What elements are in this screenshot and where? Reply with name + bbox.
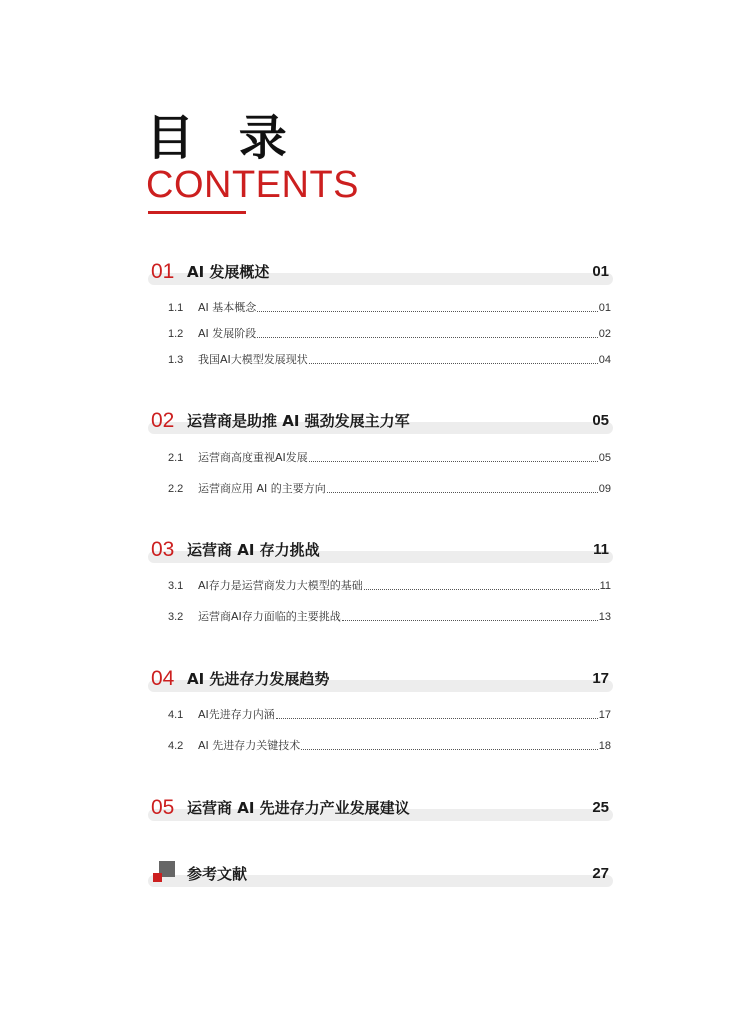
item-number: 2.1 (168, 452, 184, 464)
item-page: 04 (598, 354, 611, 366)
section-page: 11 (593, 541, 609, 558)
section-number: 01 (151, 260, 175, 283)
section-title: AI 先进存力发展趋势 (187, 670, 330, 688)
toc-section-03[interactable] (148, 536, 613, 566)
item-page: 01 (598, 302, 611, 314)
item-page: 11 (599, 580, 611, 592)
section-page: 01 (592, 263, 609, 280)
toc-item-1-2[interactable] (168, 325, 611, 343)
section-title: 运营商是助推 AI 强劲发展主力军 (187, 412, 410, 430)
item-number: 4.2 (168, 740, 184, 752)
item-title: AI 发展阶段 (198, 327, 257, 340)
section-title: 运营商 AI 先进存力产业发展建议 (187, 799, 410, 817)
section-number: 05 (151, 796, 175, 819)
toc-title-cn: 目 录 (146, 110, 301, 166)
section-page: 05 (592, 412, 609, 429)
leader-dots (309, 362, 598, 364)
toc-item-4-1[interactable] (168, 706, 611, 724)
leader-dots (257, 336, 597, 338)
section-title: AI 发展概述 (187, 263, 270, 281)
toc-section-01[interactable] (148, 258, 613, 288)
references-page: 27 (592, 865, 609, 882)
item-number: 2.2 (168, 483, 184, 495)
leader-dots (276, 717, 598, 719)
item-title: 运营商应用 AI 的主要方向 (198, 482, 326, 495)
item-title: 运营商高度重视AI发展 (198, 451, 308, 464)
toc-title-en: CONTENTS (146, 164, 359, 206)
toc-section-04[interactable] (148, 665, 613, 695)
toc-item-3-1[interactable] (168, 577, 611, 595)
item-number: 1.1 (168, 302, 184, 314)
toc-item-1-3[interactable] (168, 351, 611, 369)
item-number: 3.2 (168, 611, 184, 623)
toc-item-2-2[interactable] (168, 480, 611, 498)
section-page: 25 (592, 799, 609, 816)
item-title: AI存力是运营商发力大模型的基础 (198, 579, 363, 592)
item-title: AI先进存力内涵 (198, 708, 275, 721)
references-title: 参考文献 (187, 865, 248, 883)
leader-dots (301, 748, 597, 750)
leader-dots (364, 588, 599, 590)
toc-item-3-2[interactable] (168, 608, 611, 626)
section-number: 03 (151, 538, 175, 561)
section-title: 运营商 AI 存力挑战 (187, 541, 320, 559)
item-number: 1.2 (168, 328, 184, 340)
leader-dots (309, 460, 598, 462)
title-underline (148, 211, 246, 214)
item-title: AI 先进存力关键技术 (198, 739, 301, 752)
item-number: 4.1 (168, 709, 184, 721)
leader-dots (342, 619, 598, 621)
item-page: 13 (598, 611, 611, 623)
toc-item-1-1[interactable] (168, 299, 611, 317)
item-number: 1.3 (168, 354, 184, 366)
section-page: 17 (592, 670, 609, 687)
section-number: 04 (151, 667, 175, 690)
item-page: 09 (598, 483, 611, 495)
toc-section-05[interactable] (148, 794, 613, 824)
toc-item-4-2[interactable] (168, 737, 611, 755)
item-page: 17 (598, 709, 611, 721)
section-number: 02 (151, 409, 175, 432)
toc-item-2-1[interactable] (168, 449, 611, 467)
item-title: AI 基本概念 (198, 301, 257, 314)
toc-references[interactable] (148, 860, 613, 890)
item-number: 3.1 (168, 580, 184, 592)
leader-dots (257, 310, 597, 312)
item-page: 18 (598, 740, 611, 752)
item-page: 02 (598, 328, 611, 340)
toc-section-02[interactable] (148, 407, 613, 437)
references-icon (153, 861, 175, 883)
leader-dots (327, 491, 598, 493)
item-page: 05 (598, 452, 611, 464)
item-title: 我国AI大模型发展现状 (198, 353, 308, 366)
item-title: 运营商AI存力面临的主要挑战 (198, 610, 341, 623)
